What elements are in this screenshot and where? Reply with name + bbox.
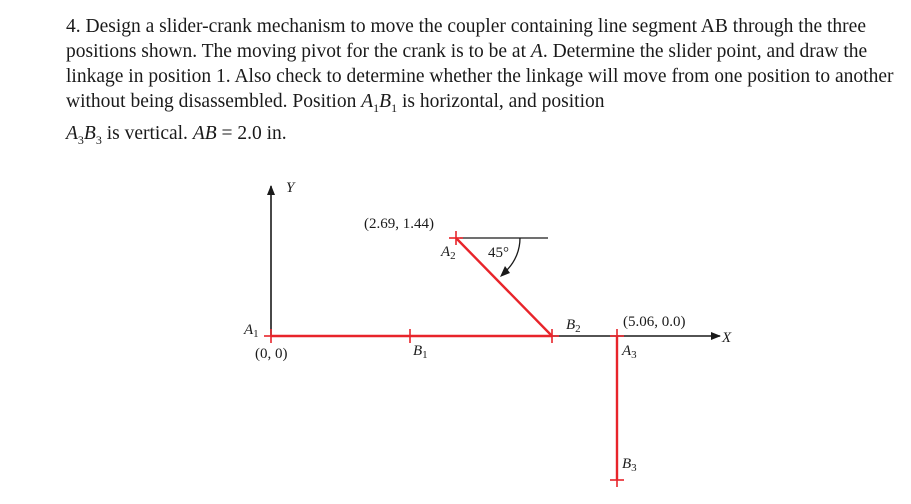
x-axis-label: X xyxy=(722,330,732,346)
label-a2: $A_2$ xyxy=(441,244,456,262)
ab-label: AB xyxy=(192,122,217,144)
label-b1: $B_1$ xyxy=(413,343,428,361)
a2-coordinates: (2.69, 1.44) xyxy=(364,216,434,232)
problem-number: 4. xyxy=(66,16,81,37)
point-a1-marker xyxy=(264,329,278,343)
pos3-a: A xyxy=(66,122,78,144)
point-b1-marker xyxy=(403,329,417,343)
a3-coordinates: (5.06, 0.0) xyxy=(623,314,686,330)
pivot-label: A xyxy=(530,41,543,62)
pos1-a-sub: 1 xyxy=(373,100,380,115)
label-b2: $B_2$ xyxy=(566,317,581,335)
problem-text-3: is horizontal, and position xyxy=(397,91,605,112)
origin-coordinates: (0, 0) xyxy=(255,346,288,362)
y-axis-label: Y xyxy=(286,180,295,196)
pos3-b-sub: 3 xyxy=(95,132,102,147)
pos1-a: A xyxy=(361,91,374,112)
pos1-b-sub: 1 xyxy=(391,100,398,115)
pos1-b: B xyxy=(379,91,392,112)
point-a3-marker xyxy=(610,329,624,343)
problem-text-4: is vertical. xyxy=(101,122,193,144)
label-b3: $B_3$ xyxy=(622,456,637,474)
point-b3-marker xyxy=(610,473,624,487)
label-a1: $A_1$ xyxy=(244,322,259,340)
problem-text-2: . Determine the slider point, and draw the linkage in position 1. Also check to determine whether the linkage will move from one position to another without being disassembled. Position xyxy=(66,41,894,112)
angle-label: 45° xyxy=(488,245,509,261)
label-a3: $A_3$ xyxy=(622,343,637,361)
pos3-b: B xyxy=(83,122,96,144)
pos3-a-sub: 3 xyxy=(77,132,84,147)
problem-text-5: = 2.0 in. xyxy=(216,122,287,144)
problem-text-1: Design a slider-crank mechanism to move the coupler containing line segment AB through the three positions shown. The moving pivot for the crank is to be at xyxy=(66,16,866,62)
